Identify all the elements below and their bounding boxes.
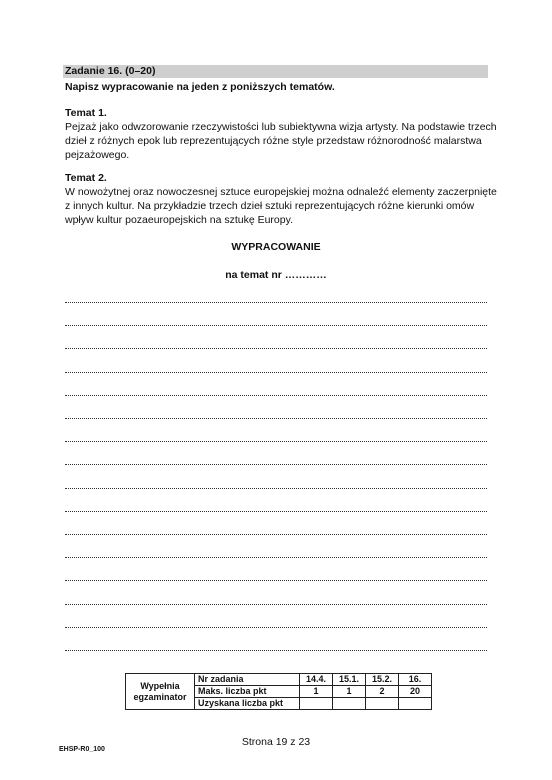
max-points-cell: 2 — [366, 686, 399, 698]
examiner-score-table — [125, 673, 432, 710]
row-label-max-points: Maks. liczba pkt — [195, 686, 300, 698]
writing-line[interactable] — [65, 580, 487, 581]
page-number: Strona 19 z 23 — [241, 736, 311, 748]
essay-title: WYPRACOWANIE — [231, 241, 321, 253]
writing-line[interactable] — [65, 418, 487, 419]
task-number-cell: 16. — [399, 674, 432, 686]
examiner-label: Wypełnia egzaminator — [126, 674, 195, 710]
writing-line[interactable] — [65, 325, 487, 326]
topic-1-line: pejzażowego. — [65, 149, 130, 162]
essay-topic-line: na temat nr ………… — [225, 269, 327, 281]
writing-line[interactable] — [65, 302, 487, 303]
topic-1-line: dzieł z różnych epok lub reprezentujących różne style przedstaw różnorodność malarstwa — [65, 135, 482, 148]
row-label-task-number: Nr zadania — [195, 674, 300, 686]
topic-2-line: W nowożytnej oraz nowoczesnej sztuce europejskiej można odnaleźć elementy zaczerpnięte — [65, 186, 497, 198]
writing-line[interactable] — [65, 395, 487, 396]
task-number-cell: 15.1. — [333, 674, 366, 686]
task-number-cell: 15.2. — [366, 674, 399, 686]
topic-2-body — [65, 185, 495, 228]
writing-line[interactable] — [65, 650, 487, 651]
writing-line[interactable] — [65, 488, 487, 489]
topic-2-title: Temat 2. — [65, 172, 107, 184]
obtained-points-cell[interactable] — [399, 698, 432, 710]
writing-line[interactable] — [65, 511, 487, 512]
document-code: EHSP-R0_100 — [59, 746, 105, 753]
obtained-points-cell[interactable] — [333, 698, 366, 710]
writing-line[interactable] — [65, 348, 487, 349]
writing-line[interactable] — [65, 441, 487, 442]
task-instruction: Napisz wypracowanie na jeden z poniższych tematów. — [65, 81, 335, 93]
writing-line[interactable] — [65, 627, 487, 628]
topic-2-line: z innych kultur. Na przykładzie trzech dzieł sztuki reprezentujących różne kierunki omów — [65, 200, 475, 213]
row-label-obtained-points: Uzyskana liczba pkt — [195, 698, 300, 710]
topic-2-line: wpływ kultur pozaeuropejskich na sztukę Europy. — [65, 214, 294, 227]
obtained-points-cell[interactable] — [300, 698, 333, 710]
task-header: Zadanie 16. (0–20) — [63, 65, 488, 78]
writing-line[interactable] — [65, 604, 487, 605]
max-points-cell: 1 — [333, 686, 366, 698]
writing-line[interactable] — [65, 372, 487, 373]
topic-1-line: Pejzaż jako odwzorowanie rzeczywistości lub subiektywna wizja artysty. Na podstawie trzech — [65, 121, 497, 133]
topic-1-body — [65, 120, 495, 163]
writing-line[interactable] — [65, 557, 487, 558]
topic-1-title: Temat 1. — [65, 107, 107, 119]
task-number-cell: 14.4. — [300, 674, 333, 686]
writing-line[interactable] — [65, 464, 487, 465]
max-points-cell: 1 — [300, 686, 333, 698]
obtained-points-cell[interactable] — [366, 698, 399, 710]
writing-line[interactable] — [65, 534, 487, 535]
max-points-cell: 20 — [399, 686, 432, 698]
